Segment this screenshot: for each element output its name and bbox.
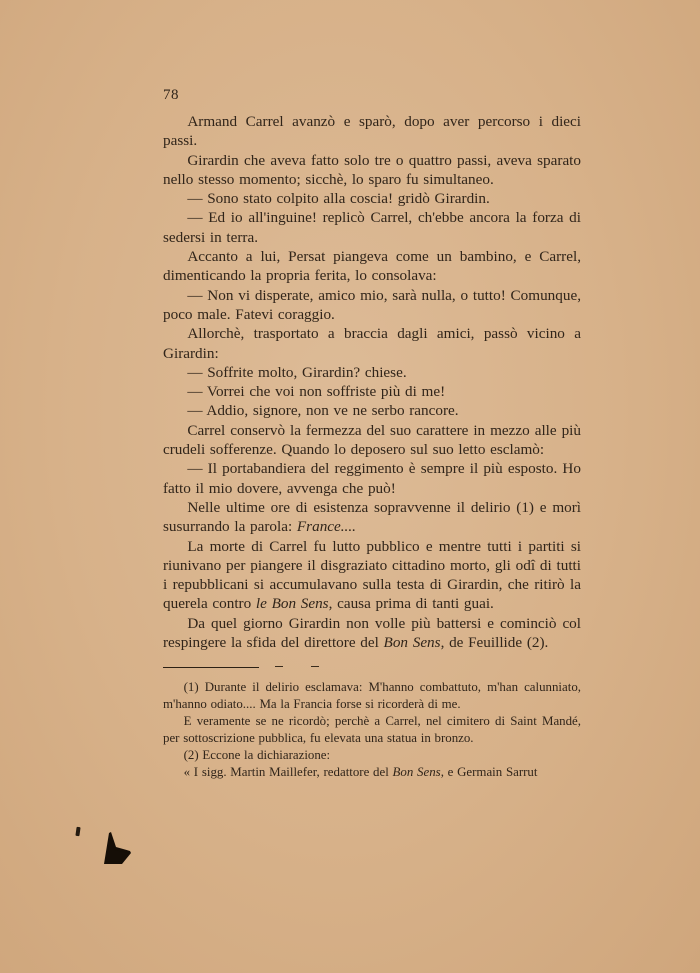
paragraph: La morte di Carrel fu lutto pubblico e mentre tutti i partiti si riunivano per piangere il disgraziato cittadino morto, gli odî di tutti i repubblicani si accumulavano sulla testa di Girardin, che ritirò la querela contro le Bon Sens, causa prima di tanti guai.: [163, 537, 581, 613]
footnote: E veramente se ne ricordò; perchè a Carrel, nel cimitero di Saint Mandé, per sottoscrizione pubblica, fu elevata una statua in bronzo.: [163, 714, 581, 746]
paragraph-dialogue: — Vorrei che voi non soffriste più di me!: [187, 383, 446, 401]
paragraph: Accanto a lui, Persat piangeva come un bambino, e Carrel, dimenticando la propria ferita, lo consolava:: [163, 248, 581, 285]
paragraph: Girardin che aveva fatto solo tre o quattro passi, aveva sparato nello stesso momento; sicchè, lo sparo fu simultaneo.: [163, 151, 581, 188]
paragraph-dialogue: — Non vi disperate, amico mio, sarà nulla, o tutto! Comunque, poco male. Fatevi coraggio.: [163, 286, 581, 323]
paragraph-dialogue: — Addio, signore, non ve ne serbo rancore.: [187, 402, 459, 420]
footnote: (2) Eccone la dichiarazione:: [183, 747, 331, 762]
paragraph-dialogue: — Soffrite molto, Girardin? chiese.: [187, 363, 407, 381]
page-number: 78: [163, 87, 179, 103]
paragraph-dialogue: — Il portabandiera del reggimento è sempre il più esposto. Ho fatto il mio dovere, avvenga che può!: [163, 460, 581, 497]
footnote: « I sigg. Martin Maillefer, redattore del Bon Sens, e Germain Sarrut: [183, 764, 538, 779]
paragraph: Allorchè, trasportato a braccia dagli amici, passò vicino a Girardin:: [163, 325, 581, 362]
paragraph: Armand Carrel avanzò e sparò, dopo aver percorso i dieci passi.: [163, 113, 581, 150]
paragraph-dialogue: — Ed io all'inguine! replicò Carrel, ch'ebbe ancora la forza di sedersi in terra.: [163, 209, 581, 246]
paragraph-dialogue: — Sono stato colpito alla coscia! gridò Girardin.: [187, 190, 490, 208]
main-text-block: [163, 112, 581, 781]
footnotes-block: [163, 679, 581, 780]
paragraph: Da quel giorno Girardin non volle più battersi e cominciò col respingere la sfida del direttore del Bon Sens, de Feuillide (2).: [163, 614, 581, 652]
separator-dash: [311, 666, 319, 667]
footnote-separator-rule: [163, 667, 259, 668]
footnote: (1) Durante il delirio esclamava: M'hanno combattuto, m'han calunniato, m'hanno odiato.... Ma la Francia forse si ricorderà di me.: [163, 680, 581, 712]
separator-dash: [275, 666, 283, 667]
ink-blot-mark: [101, 831, 133, 865]
paragraph: Nelle ultime ore di esistenza sopravvenne il delirio (1) e morì susurrando la parola: France....: [163, 498, 581, 536]
paragraph: Carrel conservò la fermezza del suo carattere in mezzo alle più crudeli sofferenze. Quando lo deposero sul suo letto esclamò:: [163, 421, 581, 459]
